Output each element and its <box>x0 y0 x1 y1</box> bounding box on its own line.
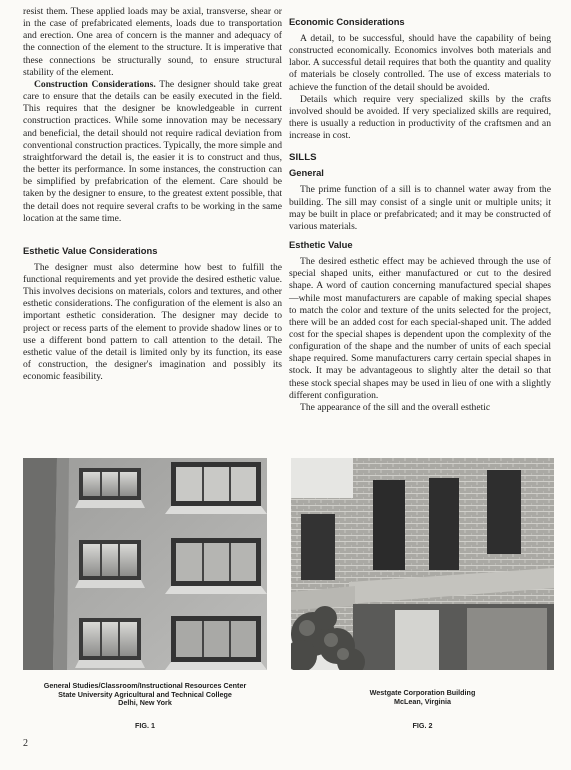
economic-paragraph-1: A detail, to be successful, should have the capability of being constructed economically. Economics involves both materials and labor. A successful detail requires that both the quantity and quality of materials be closely controlled. The use of excess materials to achieve the function of the detail should be avoided. <box>289 33 551 93</box>
figure-2-caption-line: McLean, Virginia <box>394 696 451 706</box>
esthetic-value-paragraph-1: The desired esthetic effect may be achieved through the use of special shaped units, either manufactured or cut to the desired shape. A word of caution concerning manufactured special shapes—while most manufacturers are capable of making special shapes to match the color and texture of the units selected for the project, there will be an added cost for each special-shaped unit. The added cost for the special shapes is dependent upon the complexity of the configuration of the shape and the number of units of each special shape required. Some manufacturers carry certain special shapes in stock. It may be advantageous to slightly alter the detail so that these stock special shapes may be used in lieu of one with a slightly different configuration. <box>289 256 551 401</box>
figure-2-caption <box>291 689 554 706</box>
figure-1-photo <box>23 458 267 670</box>
figure-1-label: FIG. 1 <box>135 721 155 730</box>
figure-1-caption-line: Delhi, New York <box>118 698 172 708</box>
figure-1-caption <box>23 682 267 708</box>
esthetic-considerations-heading: Esthetic Value Considerations <box>23 244 158 256</box>
page-number: 2 <box>23 738 28 749</box>
construction-runin-heading: Construction Considerations. <box>34 78 156 90</box>
figure-2-label: FIG. 2 <box>412 721 433 730</box>
figure-1-caption-line: General Studies/Classroom/Instructional Resources Center <box>43 681 247 690</box>
esthetic-value-heading: Esthetic Value <box>289 239 353 251</box>
right-column <box>289 6 551 414</box>
general-paragraph: The prime function of a sill is to channel water away from the building. The sill may consist of a single unit or multiple units; it may be built in place or prefabricated; and it may be constructed of various materials. <box>289 184 551 232</box>
left-column <box>23 6 282 383</box>
esthetic-value-paragraph-2: The appearance of the sill and the overall esthetic <box>300 401 491 413</box>
intro-paragraph: resist them. These applied loads may be axial, transverse, shear or in the case of prefabricated elements, loads due to transportation and erection. One area of concern is the manner and adequacy of the connection of the element to the structure. It is imperative that these connections be structurally sound, to ensure structural stability of the element. <box>23 6 282 78</box>
figure-1-caption-line: State University Agricultural and Technical College <box>58 689 232 699</box>
economic-paragraph-2: Details which require very specialized skills by the crafts involved should be avoided. If very specialized skills are required, there is usually a reduction in productivity of the craftsmen and an increase in cost. <box>289 93 551 142</box>
figure-2-photo <box>291 458 554 670</box>
economic-considerations-heading: Economic Considerations <box>289 16 405 27</box>
construction-paragraph <box>23 79 282 225</box>
general-heading: General <box>289 167 324 179</box>
figure-2-caption-line: Westgate Corporation Building <box>369 688 476 697</box>
construction-text: The designer should take great care to ensure that the details can be easily executed in the field. This requires that the designer be knowledgeable in current construction practices. While some innovation may be necessary and beneficial, the detail should not require radical deviation from conventional construction practices. Typically, the more simple and straightforward the detail is, the easier it is to construct and thus, the better its performance. In some instances, the construction can be simplified by prefabrication of the element. Care should be taken by the designer to ensure, to the greatest extent possible, that the detail does not require several crafts to be working in the same location at the same time. <box>23 78 282 224</box>
esthetic-considerations-paragraph: The designer must also determine how best to fulfill the functional requirements and yet provide the desired esthetic value. This involves decisions on materials, colors and textures, and other esthetic considerations. The configuration of the element is also an important esthetic consideration. The designer may decide to project or recess parts of the element to provide shadow lines or to use a different bond pattern to call attention to the detail. The esthetic value of the detail is limited only by its function, its ease of construction, the designer's imagination and possibly its economic feasibility. <box>23 261 282 383</box>
sills-heading: SILLS <box>289 152 317 164</box>
